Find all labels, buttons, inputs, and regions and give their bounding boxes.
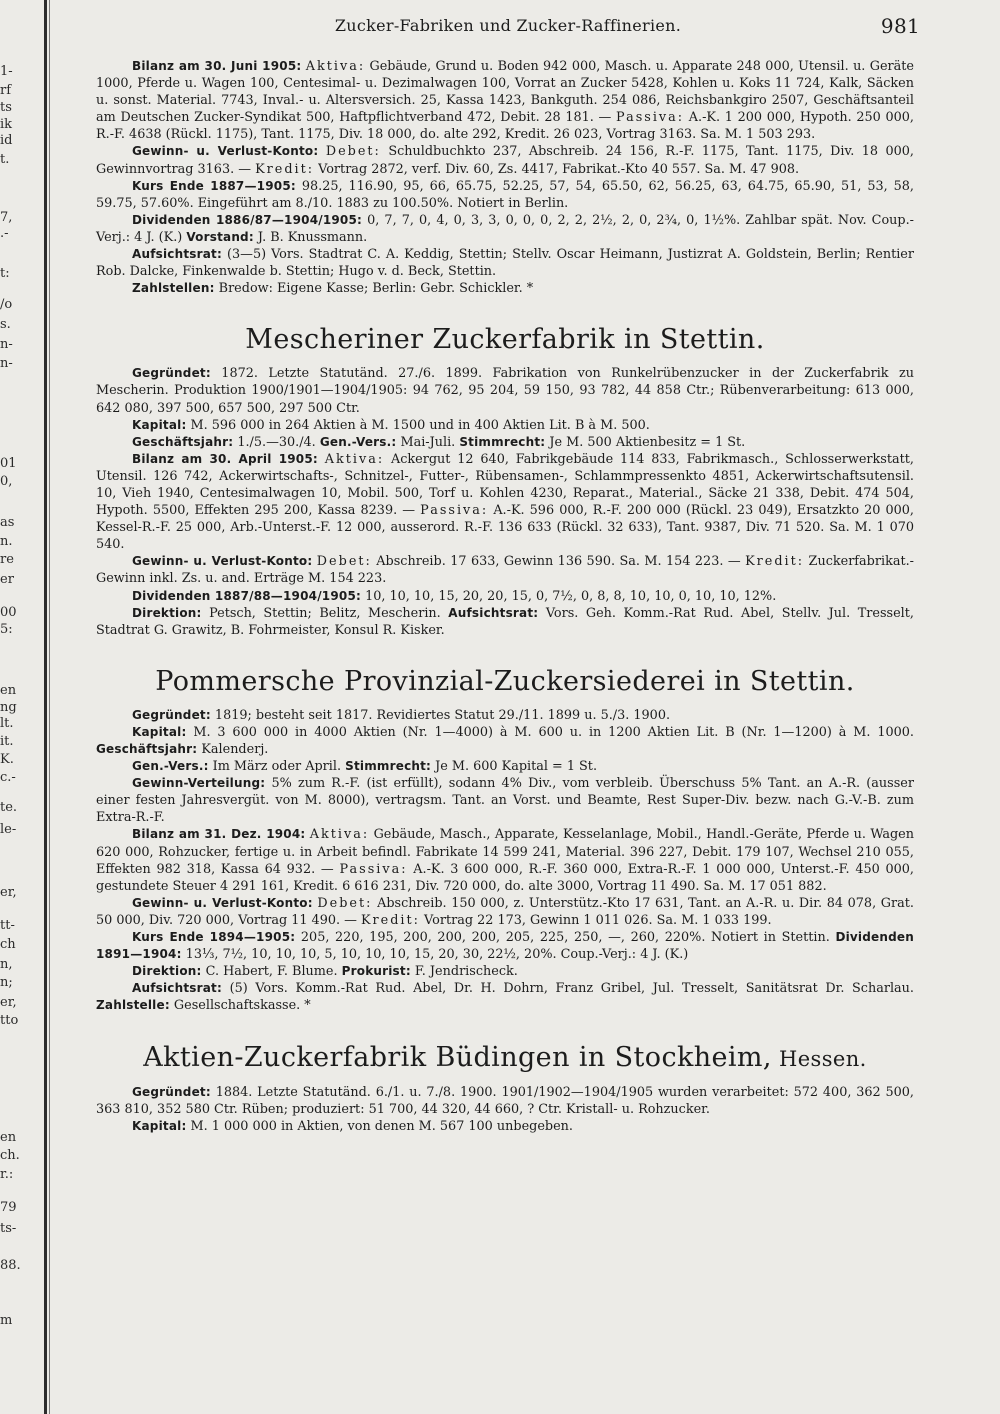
label-direktion: Direktion: bbox=[132, 605, 202, 620]
label-guv: Gewinn- u. Verlust-Konto: bbox=[132, 554, 313, 569]
management-paragraph bbox=[96, 963, 914, 980]
bilanz-aktiva-text: Gebäude, Masch., Apparate, Kesselanlage, Mobil., Handl.-Geräte, Pferde u. Wagen 620 000, Rohzucker, fertige u. in Arbeit befindl. Fabrikate 14 599 241, Material. 396 227, Debit. 179 107, Wechsel 210 055, Effekten 982 318, Kassa 64 932. — bbox=[96, 827, 914, 877]
label-direktion: Direktion: bbox=[132, 964, 202, 979]
kurs-text: 98.25, 116.90, 95, 66, 65.75, 52.25, 57, 54, 65.50, 62, 56.25, 63, 64.75, 65.90, 51, 53, 58, 59.75, 57.60%. Eingeführt am 8./10. 1883 zu 100.50%. Notiert in Berlin. bbox=[96, 178, 914, 211]
margin-fragment: 01 bbox=[0, 456, 17, 471]
label-kapital: Kapital: bbox=[132, 724, 187, 739]
company-heading-mescherin: Mescheriner Zuckerfabrik in Stettin. bbox=[245, 324, 765, 356]
label-passiva: Passiva: bbox=[616, 110, 685, 126]
margin-fragment: ch bbox=[0, 937, 16, 952]
genvers-text: Im März oder April. bbox=[208, 759, 346, 775]
company-heading-buedingen bbox=[96, 1041, 914, 1076]
label-guv: Gewinn- u. Verlust-Konto: bbox=[132, 895, 313, 910]
stimmrecht-text: Je M. 600 Kapital = 1 St. bbox=[431, 759, 598, 775]
label-zahlstellen: Zahlstellen: bbox=[132, 281, 215, 296]
label-bilanz: Bilanz am 30. Juni 1905: bbox=[132, 59, 302, 73]
dividenden-text: 13⅓, 7½, 10, 10, 10, 5, 10, 10, 10, 15, 20, 30, 22½, 20%. Coup.-Verj.: 4 J. (K.) bbox=[181, 947, 689, 963]
geschaeftsjahr-text: Kalenderj. bbox=[197, 742, 269, 757]
margin-fragment: te. bbox=[0, 800, 18, 815]
margin-fragment: tto bbox=[0, 1013, 19, 1028]
bilanz-passiva-text: A.-K. 1 200 000, Hypoth. 250 000, R.-F. 4638 (Rückl. 1175), Tant. 1175, Div. 18 000, do. alte 292, Kredit. 26 023, Vortrag 3163. Sa. M. 1 503 293. bbox=[96, 110, 914, 143]
label-gewinn-verteilung: Gewinn-Verteilung: bbox=[132, 776, 266, 791]
margin-fragment: as bbox=[0, 515, 15, 530]
management-paragraph bbox=[96, 605, 914, 639]
margin-fragment: n. bbox=[0, 534, 13, 549]
label-aufsichtsrat: Aufsichtsrat: bbox=[448, 605, 539, 620]
page-body bbox=[96, 58, 914, 1135]
margin-fragment: id bbox=[0, 133, 13, 148]
dividenden-text: 10, 10, 10, 15, 20, 20, 15, 0, 7½, 0, 8, 8, 10, 10, 0, 10, 10, 12%. bbox=[361, 588, 777, 604]
meeting-paragraph bbox=[96, 758, 914, 775]
margin-fragment: n, bbox=[0, 957, 13, 972]
page-header bbox=[96, 14, 920, 40]
margin-fragment: m bbox=[0, 1313, 13, 1328]
page-number: 981 bbox=[880, 14, 920, 38]
kurs-text: 205, 220, 195, 200, 200, 200, 205, 225, 250, —, 260, 220%. Notiert in Stettin. bbox=[295, 930, 836, 946]
margin-fragment: s. bbox=[0, 317, 11, 332]
direktion-text: Petsch, Stettin; Belitz, Mescherin. bbox=[201, 605, 449, 621]
bilanz-passiva-text: A.-K. 3 600 000, R.-F. 360 000, Extra-R.-F. 1 000 000, Unterst.-F. 450 000, gestundete Steuer 4 291 161, Kredit. 6 616 231, Div. 720 000, do. alte 3000, Vortrag 11 490. Sa. M. 17 051 882. bbox=[96, 861, 914, 894]
prokurist-text: F. Jendrischeck. bbox=[410, 964, 518, 980]
board-paragraph bbox=[96, 246, 914, 280]
kapital-text: M. 1 000 000 in Aktien, von denen M. 567 100 unbegeben. bbox=[186, 1118, 573, 1134]
margin-fragment: 1- bbox=[0, 64, 13, 79]
heading-sub: Hessen. bbox=[771, 1046, 867, 1071]
margin-fragment: ik bbox=[0, 117, 13, 132]
geschaeftsjahr-text: 1./5.—30./4. bbox=[233, 434, 320, 450]
label-prokurist: Prokurist: bbox=[341, 964, 411, 979]
profit-loss-paragraph bbox=[96, 553, 914, 587]
dividend-paragraph bbox=[96, 212, 914, 246]
label-passiva: Passiva: bbox=[420, 503, 489, 519]
balance-paragraph bbox=[96, 58, 914, 143]
margin-fragment: /o bbox=[0, 297, 13, 312]
balance-paragraph bbox=[96, 451, 914, 554]
price-paragraph bbox=[96, 178, 914, 212]
label-geschaeftsjahr: Geschäftsjahr: bbox=[132, 434, 234, 449]
direktion-text: C. Habert, F. Blume. bbox=[201, 964, 342, 980]
margin-fragment: re bbox=[0, 552, 14, 567]
aufsichtsrat-text: (3—5) Vors. Stadtrat C. A. Keddig, Stettin; Stellv. Oscar Heimann, Justizrat A. Goldstein, Berlin; Rentier Rob. Dalcke, Finkenwalde b. Stettin; Hugo v. d. Beck, Stettin. bbox=[96, 247, 914, 280]
label-zahlstelle: Zahlstelle: bbox=[96, 998, 170, 1013]
margin-fragment: ts- bbox=[0, 1221, 17, 1236]
genvers-text: Mai-Juli. bbox=[396, 434, 460, 450]
bilanz-passiva-text: A.-K. 596 000, R.-F. 200 000 (Rückl. 23 049), Ersatzkto 20 000, Kessel-R.-F. 25 000, Arb.-Unterst.-F. 12 000, ausserord. R.-F. 136 633 (Rückl. 32 633), Tant. 9387, Div. 71 520. Sa. M. 1 070 540. bbox=[96, 503, 914, 553]
company-heading-pommersche: Pommersche Provinzial-Zuckersiederei in Stettin. bbox=[155, 665, 855, 697]
profit-loss-paragraph bbox=[96, 895, 914, 929]
label-debet: Debet: bbox=[317, 895, 373, 911]
vorstand-text: J. B. Knussmann. bbox=[253, 229, 368, 245]
label-dividenden: Dividenden 1891—1904: bbox=[96, 930, 914, 962]
profit-distribution-paragraph bbox=[96, 775, 914, 826]
guv-debet-text: Schuldbuchkto 237, Abschreib. 24 156, R.-F. 1175, Tant. 1175, Div. 18 000, Gewinnvortrag 3163. — bbox=[96, 144, 914, 177]
capital-paragraph bbox=[96, 417, 914, 434]
label-dividenden: Dividenden 1887/88—1904/1905: bbox=[132, 588, 361, 603]
margin-fragment: t. bbox=[0, 152, 10, 167]
margin-fragment: n- bbox=[0, 356, 13, 371]
margin-fragment: er, bbox=[0, 995, 17, 1010]
founded-paragraph bbox=[96, 707, 914, 724]
guv-kredit-text: Zuckerfabrikat.-Gewinn inkl. Zs. u. and. Erträge M. 154 223. bbox=[96, 554, 914, 587]
zahlstelle-text: Gesellschaftskasse. * bbox=[169, 998, 311, 1014]
stimmrecht-text: Je M. 500 Aktienbesitz = 1 St. bbox=[545, 434, 746, 450]
label-stimmrecht: Stimmrecht: bbox=[459, 434, 546, 449]
running-title: Zucker-Fabriken und Zucker-Raffinerien. bbox=[334, 16, 682, 35]
label-vorstand: Vorstand: bbox=[186, 229, 254, 244]
aufsichtsrat-text: (5) Vors. Komm.-Rat Rud. Abel, Dr. H. Dohrn, Franz Gribel, Jul. Tresselt, Sanitätsrat Dr. Scharlau. bbox=[222, 981, 914, 997]
label-debet: Debet: bbox=[316, 554, 372, 570]
margin-fragment: ts bbox=[0, 100, 12, 115]
margin-fragment: rf bbox=[0, 83, 12, 98]
kapital-text: M. 3 600 000 in 4000 Aktien (Nr. 1—4000) à M. 600 u. in 1200 Aktien Lit. B (Nr. 1—1200) à M. 1000. bbox=[186, 724, 914, 740]
kapital-text: M. 596 000 in 264 Aktien à M. 1500 und in 400 Aktien Lit. B à M. 500. bbox=[186, 417, 650, 433]
gegruendet-text: 1872. Letzte Statutänd. 27./6. 1899. Fabrikation von Runkelrübenzucker in der Zuckerfabrik zu Mescherin. Produktion 1900/1901—1904/1905: 94 762, 95 204, 59 150, 93 782, 44 858 Ctr.; Rübenverarbeitung: 613 000, 642 080, 397 500, 657 500, 297 500 Ctr. bbox=[96, 366, 914, 416]
heading-main: Aktien-Zuckerfabrik Büdingen in Stockheim, bbox=[143, 1041, 772, 1073]
page-fold-line-thin bbox=[49, 0, 50, 1414]
label-gegruendet: Gegründet: bbox=[132, 1084, 211, 1099]
margin-fragment: en bbox=[0, 683, 17, 698]
price-paragraph bbox=[96, 929, 914, 963]
label-bilanz: Bilanz am 31. Dez. 1904: bbox=[132, 827, 306, 842]
label-kapital: Kapital: bbox=[132, 417, 187, 432]
margin-fragment: c.- bbox=[0, 770, 16, 785]
label-genvers: Gen.-Vers.: bbox=[132, 759, 209, 774]
label-stimmrecht: Stimmrecht: bbox=[345, 759, 432, 774]
margin-fragment: lt. bbox=[0, 716, 14, 731]
balance-paragraph bbox=[96, 826, 914, 894]
label-aufsichtsrat: Aufsichtsrat: bbox=[132, 247, 222, 262]
label-aktiva: Aktiva: bbox=[309, 827, 370, 843]
founded-paragraph bbox=[96, 365, 914, 416]
fiscal-year-paragraph bbox=[96, 434, 914, 451]
left-margin-fragments bbox=[0, 0, 26, 1414]
zahlstellen-text: Bredow: Eigene Kasse; Berlin: Gebr. Schickler. * bbox=[214, 281, 534, 297]
label-genvers: Gen.-Vers.: bbox=[319, 434, 397, 449]
label-kurs: Kurs Ende 1887—1905: bbox=[132, 178, 296, 193]
founded-paragraph bbox=[96, 1084, 914, 1118]
capital-paragraph bbox=[96, 724, 914, 758]
label-aktiva: Aktiva: bbox=[305, 59, 366, 74]
margin-fragment: 88. bbox=[0, 1258, 21, 1273]
capital-paragraph bbox=[96, 1118, 914, 1135]
margin-fragment: 0, bbox=[0, 474, 13, 489]
guv-kredit-text: Vortrag 2872, verf. Div. 60, Zs. 4417, Fabrikat.-Kto 40 557. Sa. M. 47 908. bbox=[314, 161, 800, 177]
margin-fragment: n- bbox=[0, 337, 13, 352]
page-fold-line bbox=[44, 0, 47, 1414]
label-kurs: Kurs Ende 1894—1905: bbox=[132, 930, 296, 945]
label-aufsichtsrat: Aufsichtsrat: bbox=[132, 981, 222, 996]
label-gegruendet: Gegründet: bbox=[132, 707, 211, 722]
margin-fragment: er bbox=[0, 572, 14, 587]
margin-fragment: er, bbox=[0, 885, 17, 900]
margin-fragment: 7, bbox=[0, 210, 13, 225]
margin-fragment: le- bbox=[0, 822, 17, 837]
dividend-paragraph bbox=[96, 588, 914, 605]
label-kredit: Kredit: bbox=[360, 912, 420, 928]
profit-loss-paragraph bbox=[96, 143, 914, 177]
margin-fragment: ng bbox=[0, 700, 17, 715]
label-bilanz: Bilanz am 30. April 1905: bbox=[132, 451, 318, 466]
margin-fragment: .- bbox=[0, 226, 9, 241]
bilanz-aktiva-text: Ackergut 12 640, Fabrikgebäude 114 833, Fabrikmasch., Schlosserwerkstatt, Utensil. 126 742, Ackerwirtschafts-, Schnitzel-, Futter-, Rübensamen-, Schlammpressenkto 4851, Ackerwirtschaftsutensil. 10, Vieh 1940, Centesimalwagen 10, Mobil. 500, Torf u. Kohlen 4230, Reparat., Material., Säcke 21 338, Debit. 474 504, Hypoth. 5500, Effekten 295 200, Kassa 8239. — bbox=[96, 451, 914, 519]
label-gegruendet: Gegründet: bbox=[132, 366, 211, 381]
margin-fragment: K. bbox=[0, 752, 14, 767]
paying-agents-paragraph bbox=[96, 280, 914, 297]
margin-fragment: 00 bbox=[0, 605, 17, 620]
margin-fragment: 5: bbox=[0, 622, 13, 637]
board-paragraph bbox=[96, 980, 914, 1014]
label-debet: Debet: bbox=[325, 144, 381, 160]
margin-fragment: it. bbox=[0, 734, 14, 749]
margin-fragment: r.: bbox=[0, 1167, 14, 1182]
margin-fragment: t: bbox=[0, 266, 10, 281]
margin-fragment: n; bbox=[0, 975, 13, 990]
margin-fragment: 79 bbox=[0, 1200, 17, 1215]
guv-debet-text: Abschreib. 17 633, Gewinn 136 590. Sa. M. 154 223. — bbox=[371, 554, 746, 570]
guv-kredit-text: Vortrag 22 173, Gewinn 1 011 026. Sa. M. 1 033 199. bbox=[419, 912, 772, 928]
gegruendet-text: 1884. Letzte Statutänd. 6./1. u. 7./8. 1900. 1901/1902—1904/1905 wurden verarbeitet: 572 400, 362 500, 363 810, 352 580 Ctr. Rüben; produziert: 51 700, 44 320, 44 660, ? Ctr. Kristall- u. Rohzucker. bbox=[96, 1084, 914, 1117]
guv-debet-text: Abschreib. 150 000, z. Unterstütz.-Kto 17 631, Tant. an A.-R. u. Dir. 84 078, Grat. 50 000, Div. 720 000, Vortrag 11 490. — bbox=[96, 895, 914, 928]
label-kredit: Kredit: bbox=[745, 554, 805, 570]
label-kredit: Kredit: bbox=[255, 161, 315, 177]
label-guv: Gewinn- u. Verlust-Konto: bbox=[132, 144, 319, 159]
margin-fragment: ch. bbox=[0, 1148, 20, 1163]
label-passiva: Passiva: bbox=[339, 861, 408, 877]
dividenden-text: 0, 7, 7, 0, 4, 0, 3, 3, 0, 0, 0, 2, 2, 2½, 2, 0, 2¾, 0, 1½%. Zahlbar spät. Nov. Coup.-Verj.: 4 J. (K.) bbox=[96, 212, 914, 245]
margin-fragment: en bbox=[0, 1130, 17, 1145]
margin-fragment: tt- bbox=[0, 918, 15, 933]
gewinn-verteilung-text: 5% zum R.-F. (ist erfüllt), sodann 4% Div., vom verbleib. Überschuss 5% Tant. an A.-R. (ausser einer festen Jahresvergüt. von M. 8000), vertragsm. Tant. an Vorst. und Beamte, Rest Super-Div. bezw. nach G.-V.-B. zum Extra-R.-F. bbox=[96, 776, 914, 826]
aufsichtsrat-text: Vors. Geh. Komm.-Rat Rud. Abel, Stellv. Jul. Tresselt, Stadtrat G. Grawitz, B. Fohrmeister, Konsul R. Kisker. bbox=[96, 605, 914, 638]
label-aktiva: Aktiva: bbox=[324, 451, 385, 467]
gegruendet-text: 1819; besteht seit 1817. Revidiertes Statut 29./11. 1899 u. 5./3. 1900. bbox=[210, 707, 671, 723]
label-geschaeftsjahr: Geschäftsjahr: bbox=[96, 742, 198, 756]
bilanz-aktiva-text: Gebäude, Grund u. Boden 942 000, Masch. u. Apparate 248 000, Utensil. u. Geräte 1000, Pferde u. Wagen 100, Centesimal- u. Dezimalwagen 100, Vorrat an Zucker 5428, Kohlen u. Koks 11 724, Kalk, Säcken u. sonst. Material. 7743, Inval.- u. Altersversich. 25, Kassa 1423, Bankguth. 254 086, Reichsbankgiro 2507, Geschäftsanteil am Deutschen Zucker-Syndikat 500, Haftpflichtverband 472, Debit. 28 181. — bbox=[96, 59, 914, 126]
label-dividenden: Dividenden 1886/87—1904/1905: bbox=[132, 212, 363, 227]
label-kapital: Kapital: bbox=[132, 1118, 187, 1133]
